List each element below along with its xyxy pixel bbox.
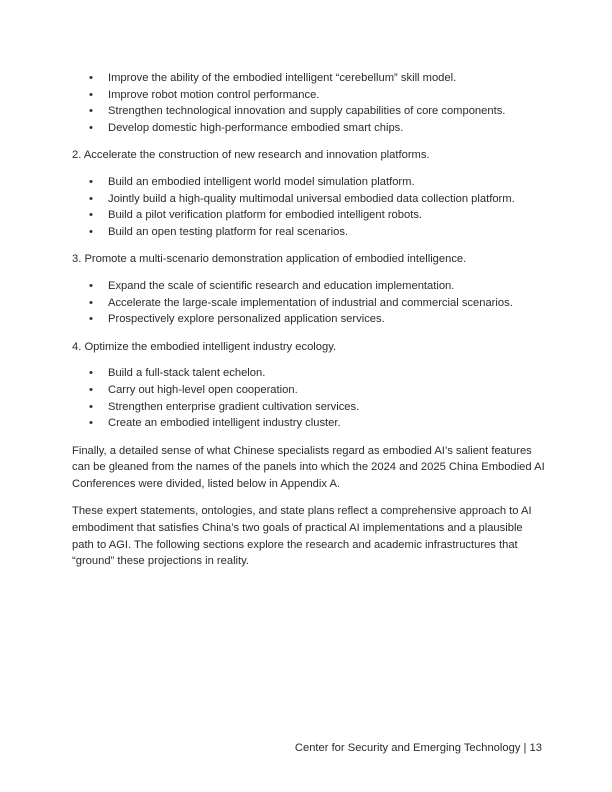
bullet-icon: • xyxy=(89,313,93,326)
section-heading-4: 4. Optimize the embodied intelligent industry ecology. xyxy=(72,340,337,353)
bullet-list-3 xyxy=(72,278,546,328)
list-item: • Accelerate the large-scale implementation of industrial and commercial scenarios. xyxy=(72,295,546,312)
list-item: • Develop domestic high-performance embodied smart chips. xyxy=(72,120,546,137)
list-item: • Improve the ability of the embodied intelligent “cerebellum” skill model. xyxy=(72,70,546,87)
footer-org: Center for Security and Emerging Technology xyxy=(294,742,521,754)
bullet-list-2 xyxy=(72,174,546,240)
bullet-icon: • xyxy=(89,192,93,205)
bullet-list-1 xyxy=(72,70,546,136)
bullet-icon: • xyxy=(89,72,93,84)
list-item: • Expand the scale of scientific research and education implementation. xyxy=(72,278,546,295)
list-item: • Strengthen technological innovation and supply capabilities of core components. xyxy=(72,103,546,120)
bullet-icon: • xyxy=(89,225,93,238)
page-number: 13 xyxy=(529,742,542,754)
list-item: • Carry out high-level open cooperation. xyxy=(72,382,546,399)
bullet-icon: • xyxy=(89,105,93,118)
section-heading-2: 2. Accelerate the construction of new research and innovation platforms. xyxy=(72,149,430,162)
bullet-icon: • xyxy=(89,121,93,134)
bullet-icon: • xyxy=(89,296,93,309)
paragraph-appendix-note: Finally, a detailed sense of what Chinese specialists regard as embodied AI’s salient features can be gleaned from the names of the panels into which the 2024 and 2025 China Embodied AI Conferences were divided, listed below in Appendix A. xyxy=(72,444,545,490)
bullet-icon: • xyxy=(89,209,93,222)
bullet-icon: • xyxy=(89,279,93,292)
list-item: • Strengthen enterprise gradient cultivation services. xyxy=(72,399,546,416)
list-item: • Jointly build a high-quality multimodal universal embodied data collection platform. xyxy=(72,191,546,208)
section-heading-3: 3. Promote a multi-scenario demonstration application of embodied intelligence. xyxy=(72,253,467,266)
bullet-icon: • xyxy=(89,400,93,413)
bullet-icon: • xyxy=(89,383,93,396)
page-footer xyxy=(295,740,542,756)
bullet-icon: • xyxy=(89,88,93,101)
list-item: • Prospectively explore personalized application services. xyxy=(72,311,546,328)
list-item: • Create an embodied intelligent industry cluster. xyxy=(72,415,546,432)
footer-separator: | xyxy=(523,742,527,754)
bullet-icon: • xyxy=(89,417,93,430)
bullet-icon: • xyxy=(89,175,93,188)
bullet-list-4 xyxy=(72,365,546,431)
paragraph-conclusion: These expert statements, ontologies, and state plans reflect a comprehensive approach to AI embodiment that satisfies China’s two goals of practical AI implementations and a plausible path to AGI. The following sections explore the research and academic infrastructures that “ground” these projections in reality. xyxy=(72,505,532,568)
document-body xyxy=(72,70,546,570)
list-item: • Build a full-stack talent echelon. xyxy=(72,365,546,382)
bullet-icon: • xyxy=(89,367,93,380)
list-item: • Build a pilot verification platform for embodied intelligent robots. xyxy=(72,207,546,224)
list-item: • Build an embodied intelligent world model simulation platform. xyxy=(72,174,546,191)
list-item: • Build an open testing platform for real scenarios. xyxy=(72,224,546,241)
list-item: • Improve robot motion control performance. xyxy=(72,87,546,104)
